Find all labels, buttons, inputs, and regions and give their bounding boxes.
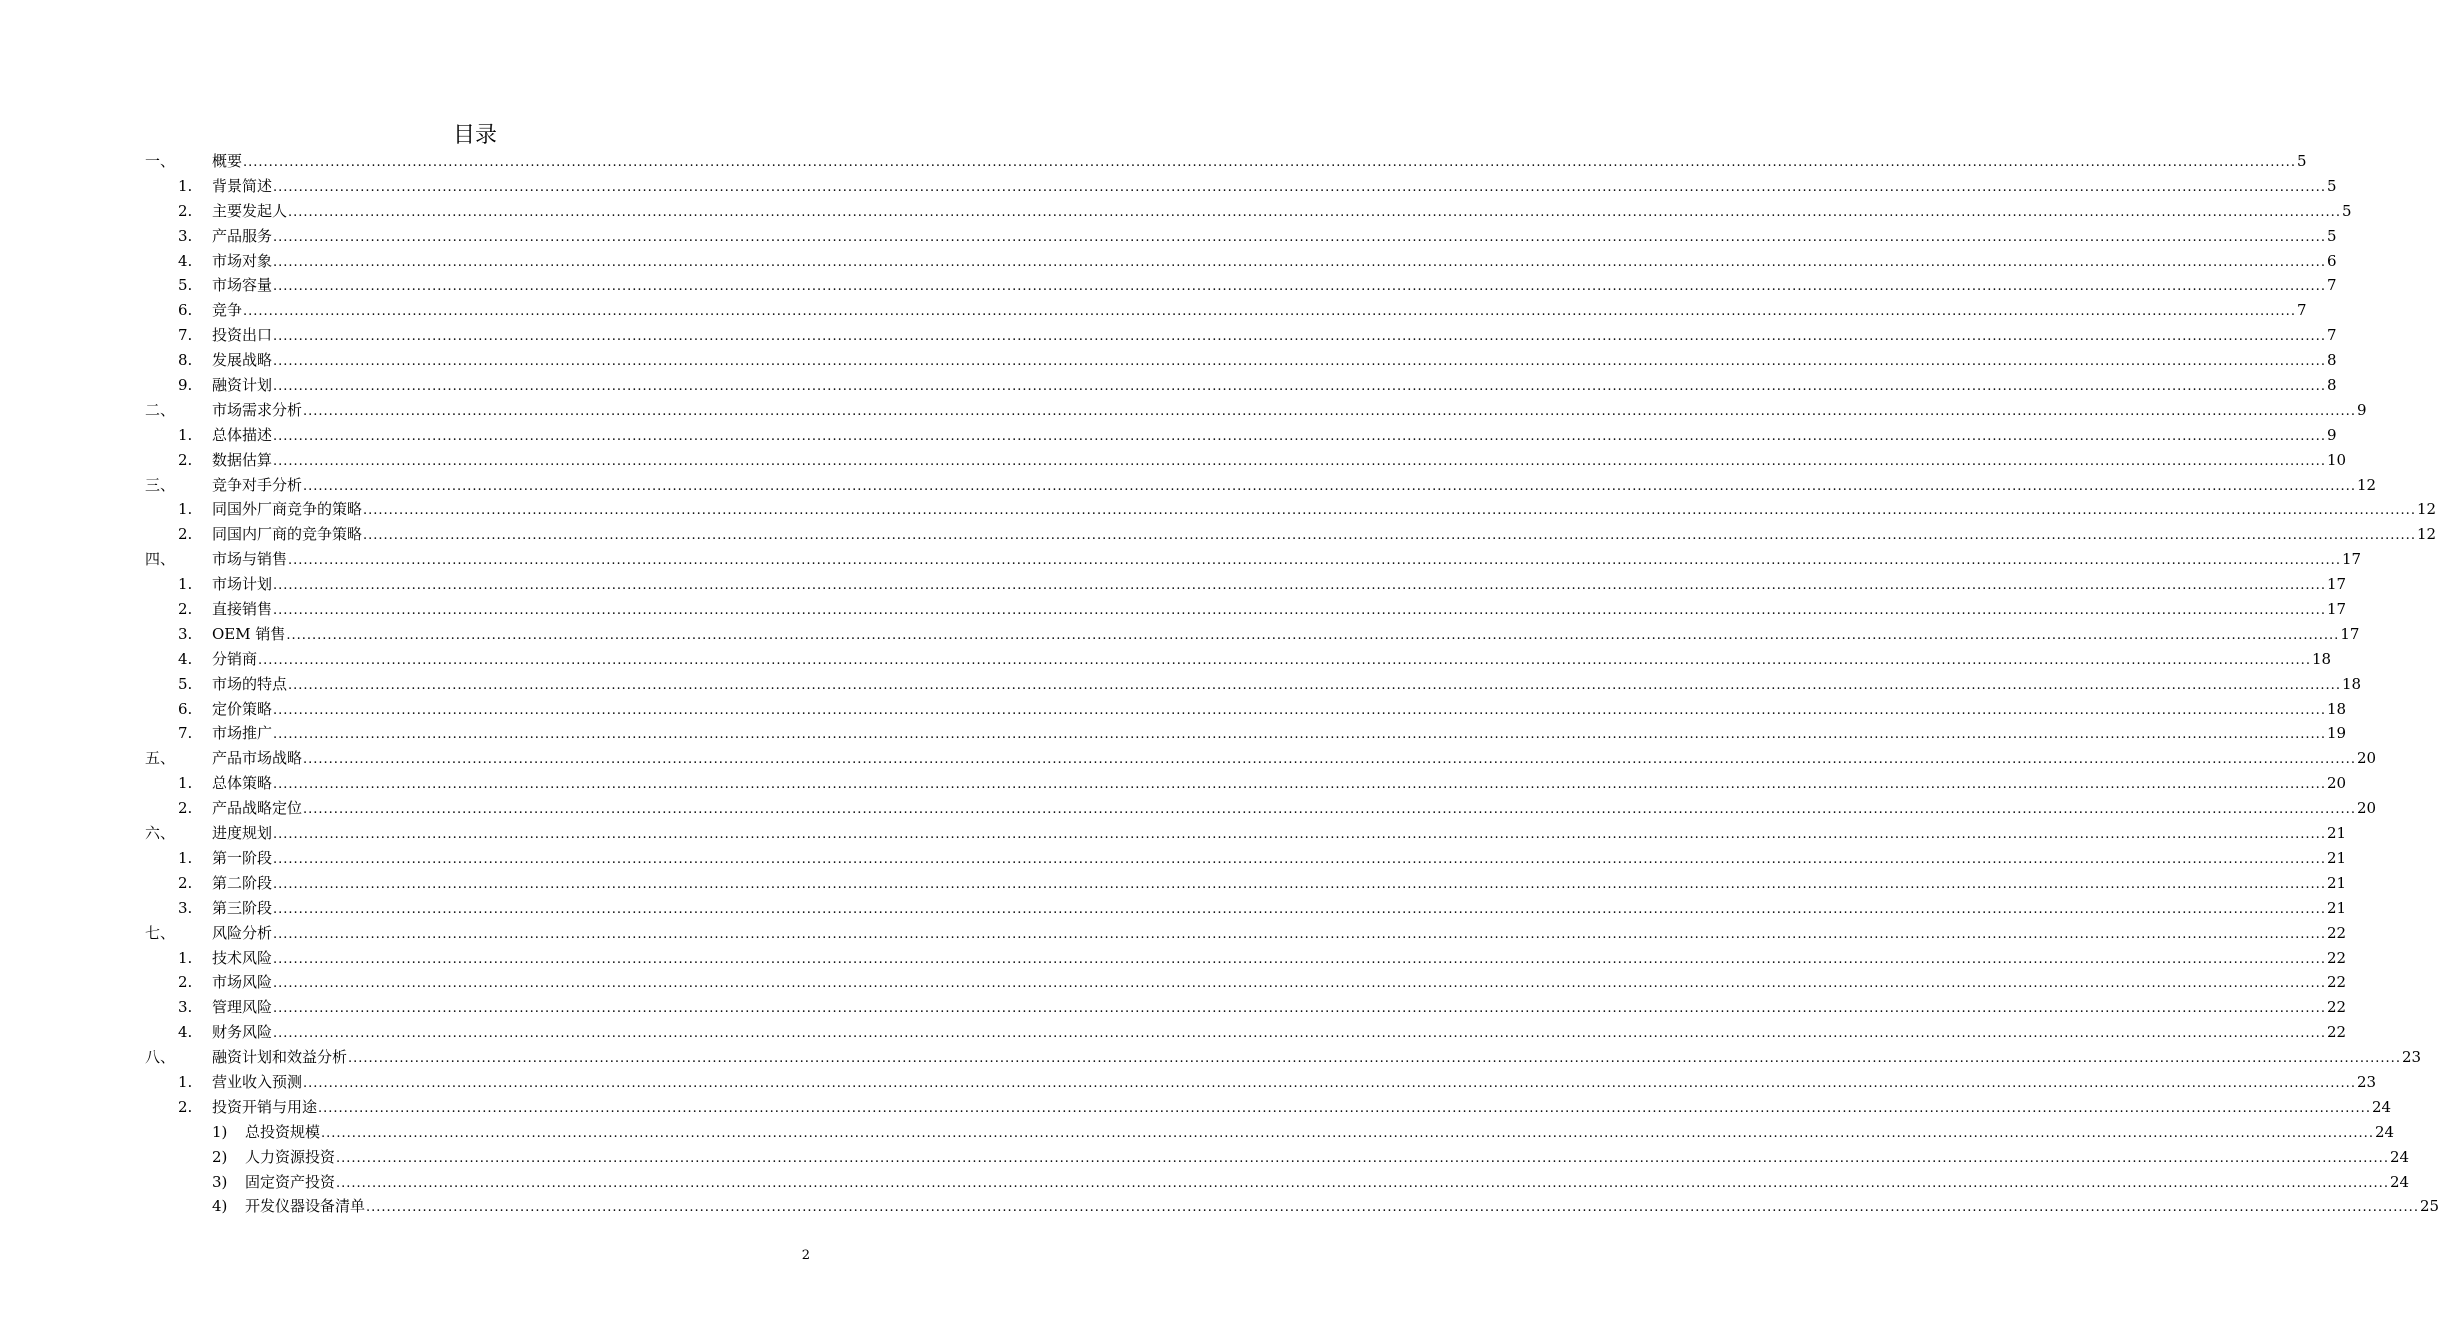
toc-entry-number: 八、	[145, 1048, 176, 1067]
toc-dot-leader: ................................................................................................................................................................................................................................................................................................................................................................................................................	[273, 179, 2326, 195]
toc-entry-number: 1.	[178, 774, 193, 793]
toc-entry-label: 定价策略	[212, 697, 273, 722]
toc-entry-number: 7.	[178, 724, 193, 743]
toc-entry[interactable]	[145, 398, 2367, 423]
toc-dot-leader: ................................................................................................................................................................................................................................................................................................................................................................................................................	[303, 752, 2356, 768]
toc-entry[interactable]	[145, 199, 2352, 224]
toc-dot-leader: ................................................................................................................................................................................................................................................................................................................................................................................................................	[363, 528, 2416, 544]
toc-entry[interactable]	[145, 572, 2347, 597]
toc-entry-number: 4)	[212, 1197, 228, 1216]
toc-entry-number: 2.	[178, 600, 193, 619]
toc-dot-leader: ................................................................................................................................................................................................................................................................................................................................................................................................................	[273, 329, 2326, 345]
toc-entry-number: 1.	[178, 425, 193, 444]
toc-dot-leader: ................................................................................................................................................................................................................................................................................................................................................................................................................	[273, 354, 2326, 370]
toc-entry[interactable]	[145, 1145, 2410, 1170]
toc-entry-label: 第三阶段	[212, 896, 273, 921]
toc-dot-leader: ................................................................................................................................................................................................................................................................................................................................................................................................................	[273, 976, 2326, 992]
toc-entry-page: 22	[2326, 923, 2347, 942]
toc-entry-label: 风险分析	[212, 921, 273, 946]
toc-entry[interactable]	[145, 547, 2362, 572]
toc-dot-leader: ................................................................................................................................................................................................................................................................................................................................................................................................................	[303, 802, 2356, 818]
toc-entry-page: 18	[2326, 699, 2347, 718]
toc-entry-number: 2.	[178, 201, 193, 220]
toc-entry-label: 固定资产投资	[245, 1170, 336, 1195]
toc-dot-leader: ................................................................................................................................................................................................................................................................................................................................................................................................................	[273, 951, 2326, 967]
toc-dot-leader: ................................................................................................................................................................................................................................................................................................................................................................................................................	[321, 1125, 2374, 1141]
toc-entry[interactable]	[145, 697, 2347, 722]
toc-dot-leader: ................................................................................................................................................................................................................................................................................................................................................................................................................	[348, 1051, 2401, 1067]
toc-entry-label: 市场需求分析	[212, 398, 303, 423]
toc-entry[interactable]	[145, 373, 2337, 398]
toc-dot-leader: ................................................................................................................................................................................................................................................................................................................................................................................................................	[336, 1150, 2389, 1166]
table-of-contents	[145, 149, 2439, 1219]
toc-dot-leader: ................................................................................................................................................................................................................................................................................................................................................................................................................	[336, 1175, 2389, 1191]
toc-entry-number: 3.	[178, 624, 193, 643]
toc-entry[interactable]	[145, 273, 2337, 298]
toc-entry[interactable]	[145, 1095, 2392, 1120]
toc-dot-leader: ................................................................................................................................................................................................................................................................................................................................................................................................................	[273, 702, 2326, 718]
toc-entry-label: 产品市场战略	[212, 746, 303, 771]
toc-entry-number: 2.	[178, 525, 193, 544]
toc-entry[interactable]	[145, 323, 2337, 348]
toc-entry[interactable]	[145, 224, 2337, 249]
toc-entry-number: 六、	[145, 824, 176, 843]
toc-dot-leader: ................................................................................................................................................................................................................................................................................................................................................................................................................	[273, 876, 2326, 892]
toc-entry-number: 一、	[145, 152, 176, 170]
toc-entry-label: 第一阶段	[212, 846, 273, 871]
toc-entry-page: 17	[2340, 624, 2360, 643]
toc-entry-number: 3.	[178, 898, 193, 917]
toc-entry[interactable]	[145, 448, 2347, 473]
toc-dot-leader: ................................................................................................................................................................................................................................................................................................................................................................................................................	[303, 1075, 2356, 1091]
toc-entry-number: 1.	[178, 1072, 193, 1091]
toc-entry-page: 21	[2326, 824, 2347, 843]
toc-entry-label: 市场对象	[212, 249, 273, 274]
page-title: 目录	[452, 123, 497, 148]
toc-entry-page: 9	[2326, 425, 2337, 444]
toc-entry-page: 20	[2356, 799, 2377, 818]
toc-entry[interactable]	[145, 896, 2347, 921]
toc-entry[interactable]	[145, 921, 2347, 946]
toc-entry-page: 21	[2326, 898, 2347, 917]
toc-entry-number: 2)	[212, 1147, 228, 1166]
toc-entry-page: 24	[2371, 1097, 2392, 1116]
toc-dot-leader: ................................................................................................................................................................................................................................................................................................................................................................................................................	[273, 379, 2326, 395]
toc-entry-label: 投资出口	[212, 323, 273, 348]
toc-entry[interactable]	[145, 149, 2307, 174]
toc-dot-leader: ................................................................................................................................................................................................................................................................................................................................................................................................................	[303, 478, 2356, 494]
toc-entry-number: 二、	[145, 400, 176, 419]
toc-entry-label: 同国内厂商的竞争策略	[212, 522, 363, 547]
toc-entry-label: 直接销售	[212, 597, 273, 622]
toc-entry-number: 3.	[178, 226, 193, 245]
toc-entry-label: 数据估算	[212, 448, 273, 473]
toc-entry-number: 5.	[178, 276, 193, 295]
toc-entry-label: 融资计划和效益分析	[212, 1045, 348, 1070]
toc-entry-number: 五、	[145, 749, 176, 768]
toc-entry-number: 1.	[178, 575, 193, 594]
toc-dot-leader: ................................................................................................................................................................................................................................................................................................................................................................................................................	[243, 304, 2296, 320]
toc-entry[interactable]	[145, 249, 2337, 274]
toc-entry-label: 产品战略定位	[212, 796, 303, 821]
toc-entry-label: 同国外厂商竞争的策略	[212, 497, 363, 522]
toc-entry[interactable]	[145, 1194, 2439, 1219]
toc-entry-label: 营业收入预测	[212, 1070, 303, 1095]
toc-entry-number: 1.	[178, 500, 193, 519]
toc-entry[interactable]	[145, 1070, 2377, 1095]
toc-entry[interactable]	[145, 423, 2337, 448]
toc-dot-leader: ................................................................................................................................................................................................................................................................................................................................................................................................................	[273, 603, 2326, 619]
toc-entry-number: 3)	[212, 1172, 228, 1191]
page-number: 2	[801, 1248, 810, 1263]
toc-entry-page: 8	[2326, 376, 2337, 395]
toc-entry-page: 7	[2296, 301, 2307, 320]
toc-entry-label: 总体描述	[212, 423, 273, 448]
toc-dot-leader: ................................................................................................................................................................................................................................................................................................................................................................................................................	[366, 1200, 2419, 1216]
toc-entry-page: 6	[2326, 251, 2337, 270]
toc-entry[interactable]	[145, 1045, 2422, 1070]
toc-dot-leader: ................................................................................................................................................................................................................................................................................................................................................................................................................	[273, 453, 2326, 469]
toc-dot-leader: ................................................................................................................................................................................................................................................................................................................................................................................................................	[286, 627, 2340, 643]
toc-entry-page: 7	[2326, 326, 2337, 345]
toc-entry-label: 财务风险	[212, 1020, 273, 1045]
toc-entry-label: 竞争对手分析	[212, 473, 303, 498]
toc-entry-page: 5	[2341, 201, 2352, 220]
toc-entry[interactable]	[145, 821, 2347, 846]
toc-entry-page: 7	[2326, 276, 2337, 295]
toc-entry-page: 22	[2326, 1023, 2347, 1042]
toc-dot-leader: ................................................................................................................................................................................................................................................................................................................................................................................................................	[363, 503, 2416, 519]
toc-entry[interactable]	[145, 721, 2347, 746]
toc-entry-label: 市场与销售	[212, 547, 288, 572]
toc-entry-number: 1)	[212, 1122, 228, 1141]
toc-entry[interactable]	[145, 597, 2347, 622]
toc-entry-label: 市场推广	[212, 721, 273, 746]
toc-entry[interactable]	[145, 672, 2362, 697]
toc-entry-number: 1.	[178, 176, 193, 195]
toc-dot-leader: ................................................................................................................................................................................................................................................................................................................................................................................................................	[273, 428, 2326, 444]
toc-entry-number: 6.	[178, 301, 193, 320]
toc-entry-page: 12	[2416, 500, 2437, 519]
toc-entry[interactable]	[145, 174, 2337, 199]
toc-entry-number: 4.	[178, 649, 193, 668]
toc-dot-leader: ................................................................................................................................................................................................................................................................................................................................................................................................................	[318, 1100, 2371, 1116]
toc-entry-page: 5	[2326, 176, 2337, 195]
toc-entry-page: 24	[2389, 1172, 2410, 1191]
toc-entry-label: 融资计划	[212, 373, 273, 398]
toc-dot-leader: ................................................................................................................................................................................................................................................................................................................................................................................................................	[243, 155, 2296, 170]
toc-entry-number: 4.	[178, 1023, 193, 1042]
toc-entry-page: 22	[2326, 948, 2347, 967]
toc-entry-page: 23	[2401, 1048, 2422, 1067]
toc-entry-page: 5	[2326, 226, 2337, 245]
toc-entry[interactable]	[145, 771, 2347, 796]
toc-entry-number: 9.	[178, 376, 193, 395]
toc-entry-page: 21	[2326, 873, 2347, 892]
toc-entry-page: 9	[2356, 400, 2367, 419]
toc-entry-label: 管理风险	[212, 995, 273, 1020]
toc-entry-page: 17	[2326, 600, 2347, 619]
toc-entry-page: 25	[2419, 1197, 2439, 1216]
toc-entry-label: 竞争	[212, 298, 243, 323]
toc-entry-label: 第二阶段	[212, 871, 273, 896]
toc-entry-page: 24	[2374, 1122, 2395, 1141]
toc-entry[interactable]	[145, 298, 2307, 323]
toc-entry[interactable]	[145, 846, 2347, 871]
toc-entry-number: 七、	[145, 923, 176, 942]
toc-dot-leader: ................................................................................................................................................................................................................................................................................................................................................................................................................	[303, 403, 2356, 419]
toc-entry[interactable]	[145, 348, 2337, 373]
toc-entry[interactable]	[145, 497, 2437, 522]
toc-entry-page: 22	[2326, 973, 2347, 992]
toc-entry-number: 3.	[178, 998, 193, 1017]
toc-entry-number: 2.	[178, 1097, 193, 1116]
toc-entry-number: 5.	[178, 674, 193, 693]
toc-dot-leader: ................................................................................................................................................................................................................................................................................................................................................................................................................	[273, 926, 2326, 942]
toc-entry-page: 20	[2356, 749, 2377, 768]
toc-entry-page: 18	[2341, 674, 2362, 693]
toc-entry-page: 19	[2326, 724, 2347, 743]
toc-dot-leader: ................................................................................................................................................................................................................................................................................................................................................................................................................	[288, 553, 2341, 569]
toc-entry[interactable]	[145, 622, 2360, 647]
toc-entry[interactable]	[145, 746, 2377, 771]
toc-entry-page: 8	[2326, 351, 2337, 370]
toc-entry-number: 6.	[178, 699, 193, 718]
toc-entry-label: 投资开销与用途	[212, 1095, 318, 1120]
toc-entry-page: 10	[2326, 450, 2347, 469]
toc-dot-leader: ................................................................................................................................................................................................................................................................................................................................................................................................................	[273, 1026, 2326, 1042]
toc-entry-number: 1.	[178, 848, 193, 867]
toc-entry-page: 12	[2356, 475, 2377, 494]
toc-entry[interactable]	[145, 1020, 2347, 1045]
toc-entry-page: 22	[2326, 998, 2347, 1017]
toc-entry[interactable]	[145, 995, 2347, 1020]
toc-entry[interactable]	[145, 946, 2347, 971]
toc-entry-label: 总投资规模	[245, 1120, 321, 1145]
toc-entry-label: 人力资源投资	[245, 1145, 336, 1170]
toc-dot-leader: ................................................................................................................................................................................................................................................................................................................................................................................................................	[273, 901, 2326, 917]
toc-entry-label: 市场的特点	[212, 672, 288, 697]
toc-entry[interactable]	[145, 1170, 2410, 1195]
toc-entry-page: 12	[2416, 525, 2437, 544]
toc-entry-page: 21	[2326, 848, 2347, 867]
toc-entry-label: 概要	[212, 149, 243, 174]
toc-dot-leader: ................................................................................................................................................................................................................................................................................................................................................................................................................	[273, 229, 2326, 245]
toc-dot-leader: ................................................................................................................................................................................................................................................................................................................................................................................................................	[273, 254, 2326, 270]
toc-entry-number: 三、	[145, 475, 176, 494]
toc-entry[interactable]	[145, 647, 2332, 672]
toc-entry[interactable]	[145, 473, 2377, 498]
toc-entry-number: 2.	[178, 873, 193, 892]
toc-entry-number: 2.	[178, 450, 193, 469]
toc-entry-label: 市场容量	[212, 273, 273, 298]
toc-entry-number: 2.	[178, 973, 193, 992]
toc-entry-number: 4.	[178, 251, 193, 270]
toc-entry-label: 产品服务	[212, 224, 273, 249]
toc-entry-page: 17	[2341, 550, 2362, 569]
toc-entry-label: 市场风险	[212, 970, 273, 995]
toc-entry-number: 7.	[178, 326, 193, 345]
toc-entry-label: 总体策略	[212, 771, 273, 796]
toc-entry[interactable]	[145, 970, 2347, 995]
toc-entry[interactable]	[145, 871, 2347, 896]
toc-dot-leader: ................................................................................................................................................................................................................................................................................................................................................................................................................	[273, 777, 2326, 793]
toc-entry-label: 开发仪器设备清单	[245, 1194, 366, 1219]
toc-dot-leader: ................................................................................................................................................................................................................................................................................................................................................................................................................	[273, 1001, 2326, 1017]
toc-entry-label: 进度规划	[212, 821, 273, 846]
toc-entry-page: 24	[2389, 1147, 2410, 1166]
toc-entry-label: 市场计划	[212, 572, 273, 597]
toc-entry-label: OEM 销售	[212, 622, 286, 647]
toc-entry-number: 1.	[178, 948, 193, 967]
toc-dot-leader: ................................................................................................................................................................................................................................................................................................................................................................................................................	[273, 279, 2326, 295]
toc-entry-page: 18	[2311, 649, 2332, 668]
toc-dot-leader: ................................................................................................................................................................................................................................................................................................................................................................................................................	[258, 652, 2311, 668]
toc-entry-label: 背景简述	[212, 174, 273, 199]
toc-entry-number: 8.	[178, 351, 193, 370]
toc-dot-leader: ................................................................................................................................................................................................................................................................................................................................................................................................................	[273, 578, 2326, 594]
toc-entry-label: 主要发起人	[212, 199, 288, 224]
toc-entry-label: 发展战略	[212, 348, 273, 373]
toc-dot-leader: ................................................................................................................................................................................................................................................................................................................................................................................................................	[273, 851, 2326, 867]
toc-entry-number: 四、	[145, 550, 176, 569]
toc-entry-page: 23	[2356, 1072, 2377, 1091]
toc-entry-number: 2.	[178, 799, 193, 818]
toc-dot-leader: ................................................................................................................................................................................................................................................................................................................................................................................................................	[273, 827, 2326, 843]
toc-entry-label: 技术风险	[212, 946, 273, 971]
toc-entry[interactable]	[145, 522, 2437, 547]
toc-entry[interactable]	[145, 796, 2377, 821]
toc-entry-page: 5	[2296, 152, 2307, 170]
toc-dot-leader: ................................................................................................................................................................................................................................................................................................................................................................................................................	[273, 727, 2326, 743]
toc-entry-label: 分销商	[212, 647, 258, 672]
toc-dot-leader: ................................................................................................................................................................................................................................................................................................................................................................................................................	[288, 677, 2341, 693]
toc-dot-leader: ................................................................................................................................................................................................................................................................................................................................................................................................................	[288, 204, 2341, 220]
toc-entry-page: 20	[2326, 774, 2347, 793]
toc-entry-page: 17	[2326, 575, 2347, 594]
toc-entry[interactable]	[145, 1120, 2395, 1145]
